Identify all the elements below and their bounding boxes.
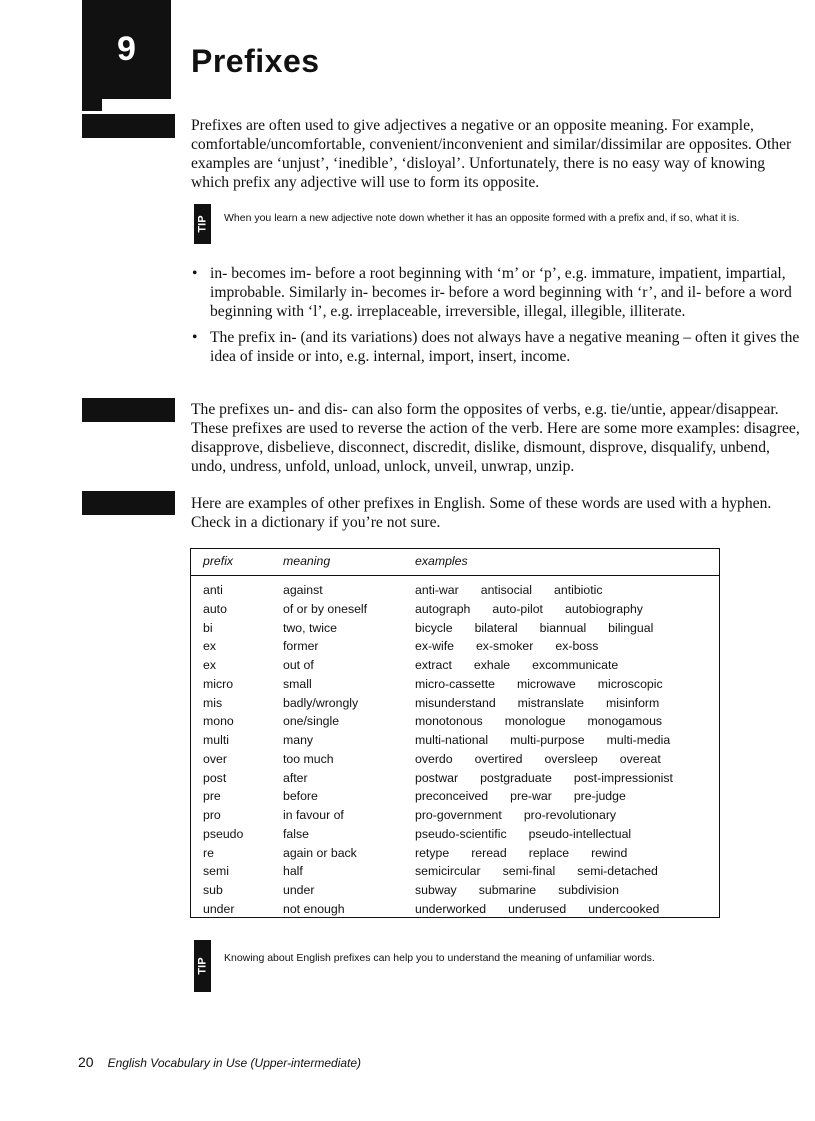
table-row [191, 621, 719, 640]
example-word: pro-government [415, 808, 502, 822]
cell-examples [415, 864, 680, 878]
example-word: monotonous [415, 714, 483, 729]
bullet-list [191, 264, 803, 373]
table-row [191, 771, 719, 790]
example-word: auto-pilot [492, 601, 543, 616]
intro-paragraph: Prefixes are often used to give adjectives a negative or an opposite meaning. For example, comfortable/uncomfortable, convenient/inconvenient and similar/dissimilar are opposites. Other examples are ‘unjust’, ‘inedible’, ‘disloyal’. Unfortunately, there is no easy way of knowing which prefix any adjective will use to form its opposite. [191, 117, 792, 191]
example-word: multi-media [606, 733, 671, 747]
unit-number: 9 [117, 30, 136, 68]
example-word: microwave [516, 676, 576, 691]
cell-examples [415, 714, 684, 728]
example-word: retype [415, 845, 450, 860]
table-row [191, 808, 719, 827]
example-word: anti-war [415, 583, 459, 597]
cell-examples [415, 696, 681, 710]
cell-meaning: not enough [283, 901, 345, 916]
example-word: pro-revolutionary [523, 808, 617, 822]
other-prefixes-paragraph: Here are examples of other prefixes in English. Some of these words are used with a hyphen. Check in a dictionary if you’re not sure. [191, 495, 772, 531]
unit-number-badge [82, 0, 171, 99]
table-row [191, 639, 719, 658]
example-word: biannual [539, 620, 587, 635]
cell-prefix: re [203, 845, 214, 860]
example-word: bicycle [415, 620, 453, 635]
table-row [191, 602, 719, 621]
cell-meaning: in favour of [283, 808, 344, 822]
cell-examples [415, 733, 692, 747]
cell-meaning: again or back [283, 845, 357, 860]
cell-meaning: small [283, 676, 312, 691]
cell-examples [415, 827, 653, 841]
cell-meaning: out of [283, 658, 314, 672]
table-body [191, 583, 719, 921]
cell-meaning: one/single [283, 714, 340, 729]
example-word: post-impressionist [573, 770, 673, 785]
cell-examples [415, 789, 648, 803]
example-word: pre-judge [573, 789, 626, 804]
section-marker-b [82, 398, 175, 422]
cell-examples [415, 883, 641, 897]
example-word: excommunicate [532, 658, 619, 672]
example-word: overdo [415, 751, 453, 766]
table-row [191, 827, 719, 846]
cell-prefix: pre [203, 789, 221, 804]
example-word: replace [528, 845, 570, 860]
cell-prefix: micro [203, 676, 234, 691]
example-word: bilateral [474, 620, 518, 635]
cell-meaning: two, twice [283, 620, 337, 635]
cell-prefix: anti [203, 583, 223, 597]
example-word: postgraduate [480, 770, 552, 785]
example-word: mistranslate [517, 695, 584, 710]
example-word: ex-smoker [475, 639, 534, 654]
example-word: semicircular [415, 864, 481, 879]
table-row [191, 714, 719, 733]
table-row [191, 583, 719, 602]
example-word: pseudo-scientific [415, 826, 507, 841]
header-prefix: prefix [203, 554, 234, 568]
cell-prefix: semi [203, 864, 229, 879]
table-row [191, 733, 719, 752]
cell-examples [415, 846, 649, 860]
example-word: microscopic [597, 676, 663, 691]
table-header [191, 549, 719, 576]
cell-prefix: pro [203, 808, 221, 822]
cell-prefix: auto [203, 601, 227, 616]
section-marker-a [82, 114, 175, 138]
cell-examples [415, 808, 638, 822]
example-word: pre-war [510, 789, 552, 804]
tip-text-bottom: Knowing about English prefixes can help you to understand the meaning of unfamiliar words. [224, 952, 655, 964]
cell-meaning: false [283, 826, 309, 841]
example-word: semi-final [502, 864, 556, 879]
example-word: underworked [415, 901, 487, 916]
cell-prefix: post [203, 770, 227, 785]
tip-text: When you learn a new adjective note down whether it has an opposite formed with a prefix and, if so, what it is. [224, 212, 740, 224]
example-word: semi-detached [577, 864, 658, 879]
cell-meaning: many [283, 733, 314, 747]
example-word: submarine [478, 883, 537, 897]
cell-prefix: bi [203, 620, 213, 635]
table-row [191, 846, 719, 865]
cell-prefix: pseudo [203, 826, 244, 841]
cell-meaning: after [283, 770, 308, 785]
example-word: oversleep [544, 751, 598, 766]
table-row [191, 658, 719, 677]
table-row [191, 789, 719, 808]
cell-prefix: mono [203, 714, 234, 729]
example-word: postwar [415, 770, 459, 785]
table-row [191, 752, 719, 771]
example-word: multi-national [415, 733, 489, 747]
page-title: Prefixes [191, 43, 320, 79]
example-word: autograph [415, 601, 471, 616]
example-word: ex-boss [555, 639, 599, 654]
example-word: underused [508, 901, 567, 916]
header-examples: examples [415, 554, 468, 568]
cell-meaning: badly/wrongly [283, 695, 359, 710]
example-word: bilingual [608, 620, 654, 635]
bullet-item: • in- becomes im- before a root beginning with ‘m’ or ‘p’, e.g. immature, impatient, impartial, improbable. Similarly in- becomes ir- before a word beginning with ‘r’, and il- before a word beginning with ‘l’, e.g. irreplaceable, irreversible, illegal, illegible, illiterate. [191, 264, 803, 321]
example-word: pseudo-intellectual [528, 826, 632, 841]
example-word: extract [415, 658, 452, 672]
example-word: ex-wife [415, 639, 454, 654]
table-row [191, 864, 719, 883]
example-word: monologue [504, 714, 566, 729]
example-word: misinform [605, 695, 660, 710]
cell-examples [415, 771, 695, 785]
example-word: reread [471, 845, 507, 860]
cell-prefix: ex [203, 658, 216, 672]
example-word: subdivision [558, 883, 619, 897]
cell-prefix: sub [203, 883, 223, 897]
cell-examples [415, 602, 665, 616]
unit-badge-tab [82, 99, 102, 111]
cell-meaning: former [283, 639, 319, 654]
example-word: subway [415, 883, 457, 897]
table-row [191, 883, 719, 902]
example-word: monogamous [587, 714, 663, 729]
cell-examples [415, 752, 683, 766]
cell-examples [415, 902, 681, 916]
example-word: overtired [474, 751, 523, 766]
prefix-table [190, 548, 720, 918]
example-word: autobiography [564, 601, 643, 616]
cell-meaning: under [283, 883, 315, 897]
cell-meaning: of or by oneself [283, 601, 368, 616]
page-number: 20 [78, 1054, 94, 1070]
tip-tag-bottom-label: TIP [196, 957, 209, 975]
example-word: overeat [619, 751, 661, 766]
cell-prefix: under [203, 901, 235, 916]
example-word: multi-purpose [510, 733, 585, 747]
tip-tag-label: TIP [196, 215, 209, 233]
cell-prefix: mis [203, 695, 223, 710]
cell-prefix: ex [203, 639, 216, 654]
cell-meaning: against [283, 583, 323, 597]
book-title: English Vocabulary in Use (Upper-intermediate) [107, 1056, 362, 1070]
cell-examples [415, 583, 625, 597]
example-word: preconceived [415, 789, 489, 804]
tip-tag-bottom [194, 940, 211, 992]
cell-examples [415, 621, 675, 635]
table-row [191, 677, 719, 696]
example-word: undercooked [588, 901, 660, 916]
cell-prefix: over [203, 751, 227, 766]
example-word: rewind [591, 845, 628, 860]
bullet-item: • The prefix in- (and its variations) does not always have a negative meaning – often it gives the idea of inside or into, e.g. internal, import, insert, income. [191, 328, 803, 366]
page-footer [78, 1054, 361, 1070]
table-row [191, 696, 719, 715]
table-row [191, 902, 719, 921]
header-meaning: meaning [283, 554, 331, 568]
cell-meaning: too much [283, 751, 334, 766]
example-word: antisocial [480, 583, 533, 597]
cell-prefix: multi [203, 733, 229, 747]
verbs-paragraph: The prefixes un- and dis- can also form the opposites of verbs, e.g. tie/untie, appear/disappear. These prefixes are used to reverse the action of the verb. Here are some more examples: disagree, disapprove, disbelieve, disconnect, discredit, dislike, dismount, disprove, disqualify, unbend, undo, undress, unfold, unload, unlock, unveil, unwrap, unzip. [191, 401, 800, 475]
cell-examples [415, 677, 685, 691]
example-word: micro-cassette [415, 676, 495, 691]
example-word: exhale [473, 658, 511, 672]
section-marker-c [82, 491, 175, 515]
cell-examples [415, 658, 640, 672]
example-word: antibiotic [554, 583, 603, 597]
cell-examples [415, 639, 620, 653]
cell-meaning: before [283, 789, 318, 804]
tip-tag [194, 204, 211, 244]
cell-meaning: half [283, 864, 303, 879]
example-word: misunderstand [415, 695, 496, 710]
